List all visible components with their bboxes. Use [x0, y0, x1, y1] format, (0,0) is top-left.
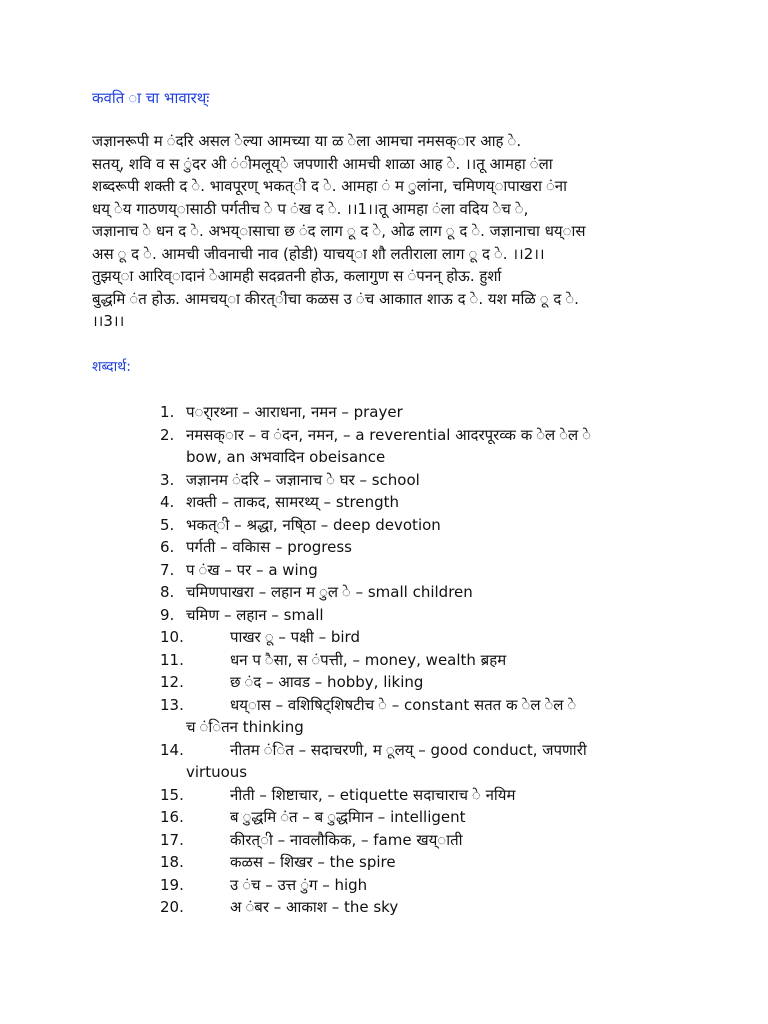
- glossary-item: [160, 806, 680, 829]
- glossary-item: [160, 784, 680, 807]
- glossary-text: नीती – शिष्टाचार, – etiquette सदाचाराच े नयिम: [230, 785, 516, 804]
- glossary-list: [160, 401, 680, 919]
- glossary-number: 9.: [160, 605, 175, 624]
- paragraph-line: अस ू द े. आमची जीवनाची नाव (होडी) याचय्ा शौ लतीराला लाग ू द े. ।।2।।: [92, 244, 545, 263]
- poem-meaning-heading: कवति ा चा भावारथ्ः: [92, 89, 210, 107]
- glossary-text: नीतम ंित – सदाचरणी, म ूलय् – good conduct, जपणारी: [230, 740, 587, 759]
- glossary-item: [160, 514, 680, 537]
- glossary-item: [160, 671, 680, 694]
- glossary-text: धन प ैसा, स ंपत्ती, – money, wealth ब्रहम: [230, 650, 507, 669]
- glossary-number: 14.: [160, 740, 184, 759]
- glossary-item: [160, 896, 680, 919]
- paragraph-line: धय् ेय गाठणय्ासाठी पर्गतीच े प ंख द े. ।।1।।तू आमहा ंला वदिय ेच े,: [92, 199, 529, 218]
- glossary-item: [160, 694, 680, 739]
- glossary-item: [160, 424, 680, 469]
- glossary-item: [160, 536, 680, 559]
- glossary-number: 4.: [160, 493, 175, 511]
- glossary-number: 5.: [160, 515, 175, 534]
- glossary-text: चमिणपाखरा – लहान म ुल े – small children: [186, 583, 473, 601]
- glossary-item: [160, 874, 680, 897]
- glossary-text: छ ंद – आवड – hobby, liking: [230, 673, 424, 691]
- glossary-continuation: virtuous: [186, 763, 248, 781]
- glossary-item: [160, 649, 680, 672]
- glossary-text: शक्ती – ताकद, सामरथ्य् – strength: [186, 493, 400, 511]
- glossary-text: नमसक्ार – व ंदन, नमन, – a reverential आदरपूरव्क क ेल ेल े: [186, 425, 592, 444]
- glossary-item: [160, 491, 680, 514]
- paragraph-line: सतय्, शवि व स ुंदर अी ंीमलूय्े जपणारी आमची शाळा आह े. ।।तू आमहा ंला: [92, 154, 553, 173]
- glossary-text: अ ंबर – आकाश – the sky: [230, 898, 399, 916]
- glossary-item: [160, 829, 680, 852]
- glossary-continuation: bow, an अभवादिन obeisance: [186, 448, 386, 466]
- glossary-item: [160, 401, 680, 424]
- glossary-text: धय्ास – वशिषिट्शिषटीच े – constant सतत क ेल ेल े: [230, 695, 577, 714]
- paragraph-line: बुद्धमि ंत होऊ. आमचय्ा कीरत्ीचा कळस उ ंच आकाात शाऊ द े. यश मळि ू द े.: [92, 289, 579, 308]
- paragraph-line: जज्ञानाच े धन द े. अभय्ासाचा छ ंद लाग ू द े, ओढ लाग ू द े. जज्ञानाचा धय्ास: [92, 222, 586, 240]
- glossary-text: कीरत्ी – नावलौकिक, – fame खय्ाती: [230, 830, 463, 849]
- glossary-item: [160, 604, 680, 627]
- glossary-number: 11.: [160, 650, 184, 669]
- glossary-number: 8.: [160, 583, 175, 601]
- glossary-heading: शब्दार्थ:: [92, 359, 131, 375]
- glossary-number: 1.: [160, 403, 175, 421]
- glossary-number: 6.: [160, 538, 175, 556]
- glossary-item: [160, 739, 680, 784]
- glossary-number: 16.: [160, 808, 184, 826]
- glossary-number: 17.: [160, 830, 184, 849]
- glossary-text: भकत्ी – श्रद्धा, नषि्ठा – deep devotion: [186, 515, 441, 534]
- glossary-text: चमिण – लहान – small: [186, 605, 324, 624]
- glossary-number: 18.: [160, 853, 184, 871]
- glossary-number: 19.: [160, 875, 184, 894]
- paragraph-line: जज्ञानरूपी म ंदरि असल ेल्या आमच्या या ळ ेला आमचा नमसक्ार आह े.: [92, 132, 522, 150]
- glossary-number: 13.: [160, 695, 184, 714]
- glossary-item: [160, 559, 680, 582]
- glossary-text: पर्ारथ्ना – आराधना, नमन – prayer: [186, 403, 403, 421]
- glossary-text: पाखर ू – पक्षी – bird: [230, 628, 360, 646]
- paragraph-line: तुझय्ा आरिव्ादानं ेआमही सदव्रतनी होऊ, कलागुण स ंपनन् होऊ. हुर्शा: [92, 267, 502, 285]
- glossary-number: 7.: [160, 560, 175, 579]
- glossary-text: जज्ञानम ंदरि – जज्ञानाच े घर – school: [186, 470, 420, 489]
- glossary-number: 15.: [160, 785, 184, 804]
- paragraph-line: शब्दरूपी शक्ती द े. भावपूरण् भकत्ी द े. आमहा ं म ुलांना, चमिणय्ापाखरा ंना: [92, 177, 568, 195]
- glossary-text: ब ुद्धमि ंत – ब ुद्धमिान – intelligent: [230, 808, 466, 826]
- glossary-text: पर्गती – वकिास – progress: [186, 538, 352, 556]
- glossary-item: [160, 626, 680, 649]
- glossary-text: उ ंच – उत्त ुंग – high: [230, 875, 368, 894]
- glossary-item: [160, 469, 680, 492]
- glossary-number: 10.: [160, 628, 184, 646]
- glossary-continuation: च ंितन thinking: [186, 718, 304, 736]
- glossary-text: कळस – शिखर – the spire: [230, 853, 396, 871]
- glossary-number: 12.: [160, 673, 184, 691]
- glossary-text: प ंख – पर – a wing: [186, 560, 318, 579]
- poem-meaning-paragraph: [92, 130, 692, 333]
- glossary-item: [160, 581, 680, 604]
- glossary-item: [160, 851, 680, 874]
- glossary-number: 3.: [160, 470, 175, 489]
- glossary-number: 20.: [160, 898, 184, 916]
- glossary-number: 2.: [160, 425, 175, 444]
- paragraph-line: ।।3।।: [92, 312, 125, 330]
